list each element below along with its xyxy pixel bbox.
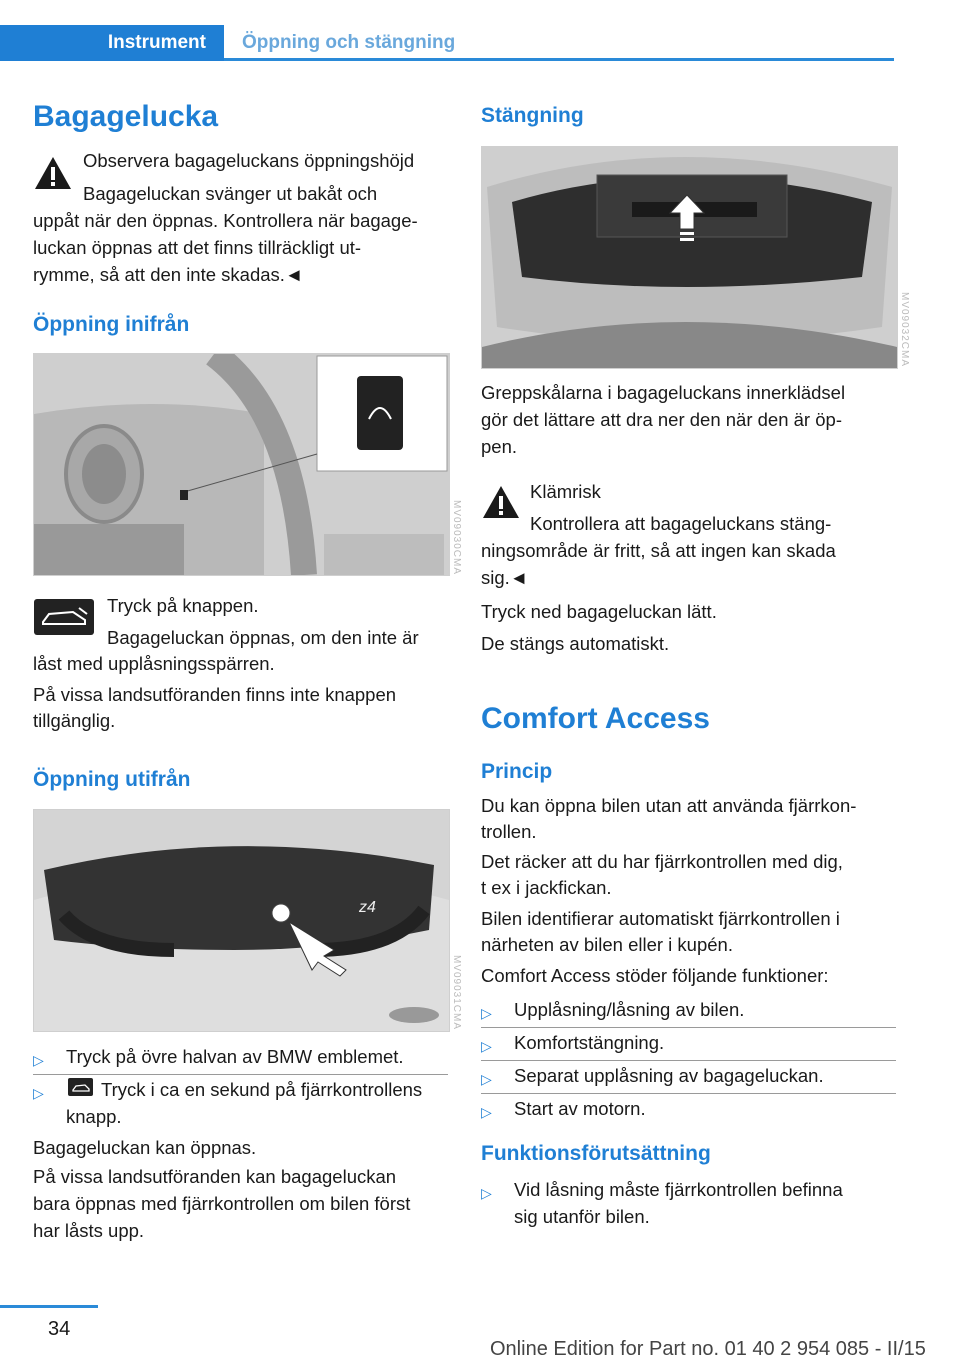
triangle-bullet-icon: ▷ bbox=[481, 1071, 492, 1087]
page-number: 34 bbox=[48, 1318, 71, 1340]
list-item: ▷ Komfortstängning. bbox=[481, 1033, 896, 1061]
warning-text: luckan öppnas att det finns tillräckligt ut- bbox=[33, 237, 362, 258]
header-tab-instrument[interactable] bbox=[0, 25, 224, 61]
body-text: De stängs automatiskt. bbox=[481, 633, 670, 654]
footer-rule bbox=[0, 1305, 98, 1308]
section-title-comfort-access: Comfort Access bbox=[481, 702, 710, 735]
interior-button-photo bbox=[33, 353, 450, 576]
trunk-lid-inner-photo bbox=[481, 146, 898, 369]
note-text: tillgänglig. bbox=[33, 710, 116, 731]
triangle-bullet-icon: ▷ bbox=[33, 1052, 44, 1068]
triangle-bullet-icon: ▷ bbox=[33, 1085, 44, 1101]
body-text: På vissa landsutföranden kan bagageluckan bbox=[33, 1166, 397, 1187]
list-item: ▷ Start av motorn. bbox=[481, 1099, 896, 1126]
list-item: ▷ Tryck på övre halvan av BMW emblemet. bbox=[33, 1047, 448, 1075]
body-text: gör det lättare att dra ner den när den är öp- bbox=[481, 409, 842, 430]
triangle-bullet-icon: ▷ bbox=[481, 1005, 492, 1021]
list-item: ▷ Tryck i ca en sekund på fjärrkontrollens knapp. bbox=[33, 1079, 423, 1127]
body-text: trollen. bbox=[481, 821, 537, 842]
image-code: MV09031CMA bbox=[451, 955, 462, 1031]
warning-text: rymme, så att den inte skadas.◄ bbox=[33, 264, 304, 285]
instruction-text: Tryck på knappen. bbox=[107, 595, 259, 616]
instruction-text: låst med upplåsningsspärren. bbox=[33, 653, 275, 674]
warning-text: uppåt när den öppnas. Kontrollera när bagage- bbox=[33, 210, 418, 231]
body-text: Du kan öppna bilen utan att använda fjärrkon- bbox=[481, 795, 857, 816]
warning-heading: Observera bagageluckans öppningshöjd bbox=[83, 150, 415, 171]
body-text: bara öppnas med fjärrkontrollen om bilen först bbox=[33, 1193, 411, 1214]
body-text: pen. bbox=[481, 436, 518, 457]
body-text: Tryck ned bagageluckan lätt. bbox=[481, 601, 717, 622]
list-item: ▷ Separat upplåsning av bagageluckan. bbox=[481, 1066, 896, 1094]
warning-text: Bagageluckan svänger ut bakåt och bbox=[83, 183, 378, 204]
triangle-bullet-icon: ▷ bbox=[481, 1185, 492, 1201]
remote-key-icon bbox=[68, 1078, 93, 1096]
body-text: har låsts upp. bbox=[33, 1220, 145, 1241]
header-tab-label: Instrument bbox=[107, 32, 206, 53]
triangle-bullet-icon: ▷ bbox=[481, 1104, 492, 1120]
body-text: Comfort Access stöder följande funktioner: bbox=[481, 965, 829, 986]
body-text: Det räcker att du har fjärrkontrollen med dig, bbox=[481, 851, 843, 872]
warning-text: sig.◄ bbox=[481, 567, 529, 588]
instruction-text: Bagageluckan öppnas, om den inte är bbox=[107, 627, 419, 648]
warning-heading: Klämrisk bbox=[530, 481, 601, 502]
list-item: ▷ Vid låsning måste fjärrkontrollen befinna sig utanför bilen. bbox=[481, 1179, 843, 1227]
section-heading-closing: Stängning bbox=[481, 104, 584, 127]
body-text: Bilen identifierar automatiskt fjärrkontrollen i bbox=[481, 908, 840, 929]
warning-text: ningsområde är fritt, så att ingen kan skada bbox=[481, 540, 836, 561]
body-text: Greppskålarna i bagageluckans innerklädsel bbox=[481, 382, 846, 403]
page-title: Bagagelucka bbox=[33, 100, 219, 133]
svg-text:z4: z4 bbox=[359, 899, 376, 916]
body-text: Bagageluckan kan öppnas. bbox=[33, 1137, 257, 1158]
body-text: närheten av bilen eller i kupén. bbox=[481, 934, 733, 955]
list-item: ▷ Upplåsning/låsning av bilen. bbox=[481, 1000, 896, 1028]
subheading-principle: Princip bbox=[481, 760, 553, 783]
warning-icon bbox=[481, 484, 521, 520]
section-heading-inside: Öppning inifrån bbox=[33, 313, 190, 336]
section-heading-outside: Öppning utifrån bbox=[33, 768, 191, 791]
body-text: t ex i jackfickan. bbox=[481, 877, 612, 898]
header-tab-label: Öppning och stängning bbox=[242, 32, 456, 53]
warning-icon bbox=[33, 155, 73, 191]
trunk-button-icon bbox=[33, 598, 95, 636]
image-code: MV09030CMA bbox=[451, 500, 462, 576]
triangle-bullet-icon: ▷ bbox=[481, 1038, 492, 1054]
header-tab-opening-closing[interactable] bbox=[224, 25, 894, 61]
note-text: På vissa landsutföranden finns inte knappen bbox=[33, 684, 397, 705]
warning-text: Kontrollera att bagageluckans stäng- bbox=[530, 513, 832, 534]
subheading-requirements: Funktionsförutsättning bbox=[481, 1142, 711, 1165]
footer-edition: Online Edition for Part no. 01 40 2 954 085 - II/15 bbox=[490, 1338, 926, 1360]
image-code: MV09032CMA bbox=[899, 292, 910, 368]
rear-emblem-photo bbox=[33, 809, 450, 1032]
